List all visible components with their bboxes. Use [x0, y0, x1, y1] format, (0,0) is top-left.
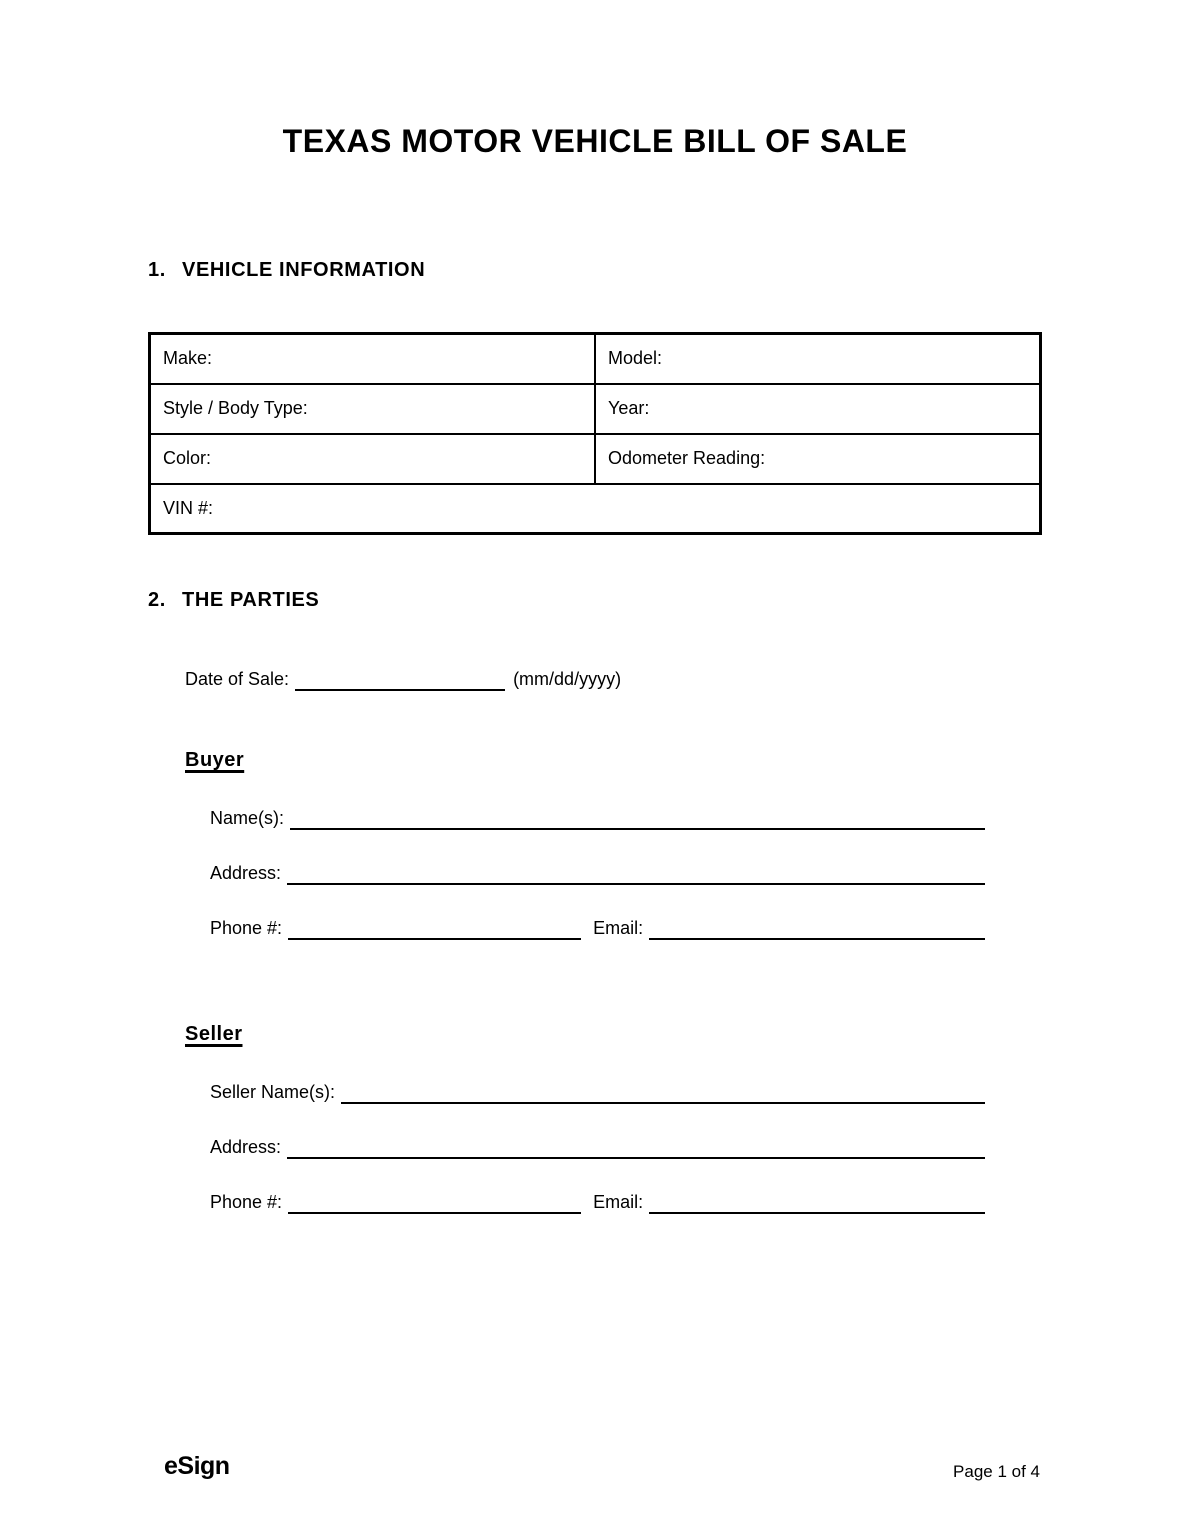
table-row	[150, 334, 1041, 384]
section-number: 1.	[148, 259, 166, 281]
year-field[interactable]	[595, 384, 1041, 434]
style-body-type-field[interactable]	[150, 384, 596, 434]
page-number-indicator: Page 1 of 4	[953, 1462, 1040, 1481]
table-row	[150, 484, 1041, 534]
buyer-email-label: Email:	[593, 918, 644, 938]
buyer-address-label: Address:	[210, 863, 282, 883]
vin-label: VIN #:	[163, 497, 214, 518]
document-title: TEXAS MOTOR VEHICLE BILL OF SALE	[282, 123, 908, 159]
seller-heading: Seller	[185, 1023, 243, 1045]
buyer-name-row	[210, 806, 985, 830]
seller-name-label: Seller Name(s):	[210, 1082, 336, 1102]
make-field[interactable]	[150, 334, 596, 384]
table-row	[150, 384, 1041, 434]
date-format-hint: (mm/dd/yyyy)	[513, 669, 622, 689]
model-label: Model:	[608, 348, 663, 369]
table-row	[150, 434, 1041, 484]
color-field[interactable]	[150, 434, 596, 484]
seller-address-row	[210, 1135, 985, 1159]
buyer-phone-email-row	[210, 916, 985, 940]
date-of-sale-label: Date of Sale:	[185, 669, 290, 689]
color-label: Color:	[163, 448, 212, 468]
seller-email-blank[interactable]	[649, 1190, 985, 1214]
buyer-name-blank[interactable]	[290, 806, 985, 830]
esign-logo: eSign	[164, 1452, 230, 1480]
vehicle-information-table	[148, 332, 1042, 535]
buyer-phone-label: Phone #:	[210, 918, 283, 938]
section-title: THE PARTIES	[182, 589, 320, 611]
seller-address-blank[interactable]	[287, 1135, 985, 1159]
make-label: Make:	[163, 348, 213, 369]
buyer-name-label: Name(s):	[210, 808, 285, 828]
seller-name-row	[210, 1080, 985, 1104]
model-field[interactable]	[595, 334, 1041, 384]
seller-phone-blank[interactable]	[288, 1190, 581, 1214]
seller-name-blank[interactable]	[341, 1080, 985, 1104]
buyer-address-row	[210, 861, 985, 885]
seller-phone-email-row	[210, 1190, 985, 1214]
buyer-phone-blank[interactable]	[288, 916, 581, 940]
section-title: VEHICLE INFORMATION	[182, 259, 426, 281]
seller-address-label: Address:	[210, 1137, 282, 1157]
year-label: Year:	[608, 398, 650, 418]
date-of-sale-blank[interactable]	[295, 667, 505, 691]
seller-email-label: Email:	[593, 1192, 644, 1212]
section-number: 2.	[148, 589, 166, 611]
section-heading-the-parties	[148, 588, 1042, 612]
odometer-field[interactable]	[595, 434, 1041, 484]
buyer-heading: Buyer	[185, 749, 245, 771]
buyer-address-blank[interactable]	[287, 861, 985, 885]
style-body-type-label: Style / Body Type:	[163, 398, 308, 418]
seller-phone-label: Phone #:	[210, 1192, 283, 1212]
buyer-email-blank[interactable]	[649, 916, 985, 940]
odometer-label: Odometer Reading:	[608, 448, 766, 468]
date-of-sale-row	[185, 667, 1042, 691]
vin-field[interactable]	[150, 484, 1041, 534]
section-heading-vehicle-information	[148, 258, 1042, 282]
